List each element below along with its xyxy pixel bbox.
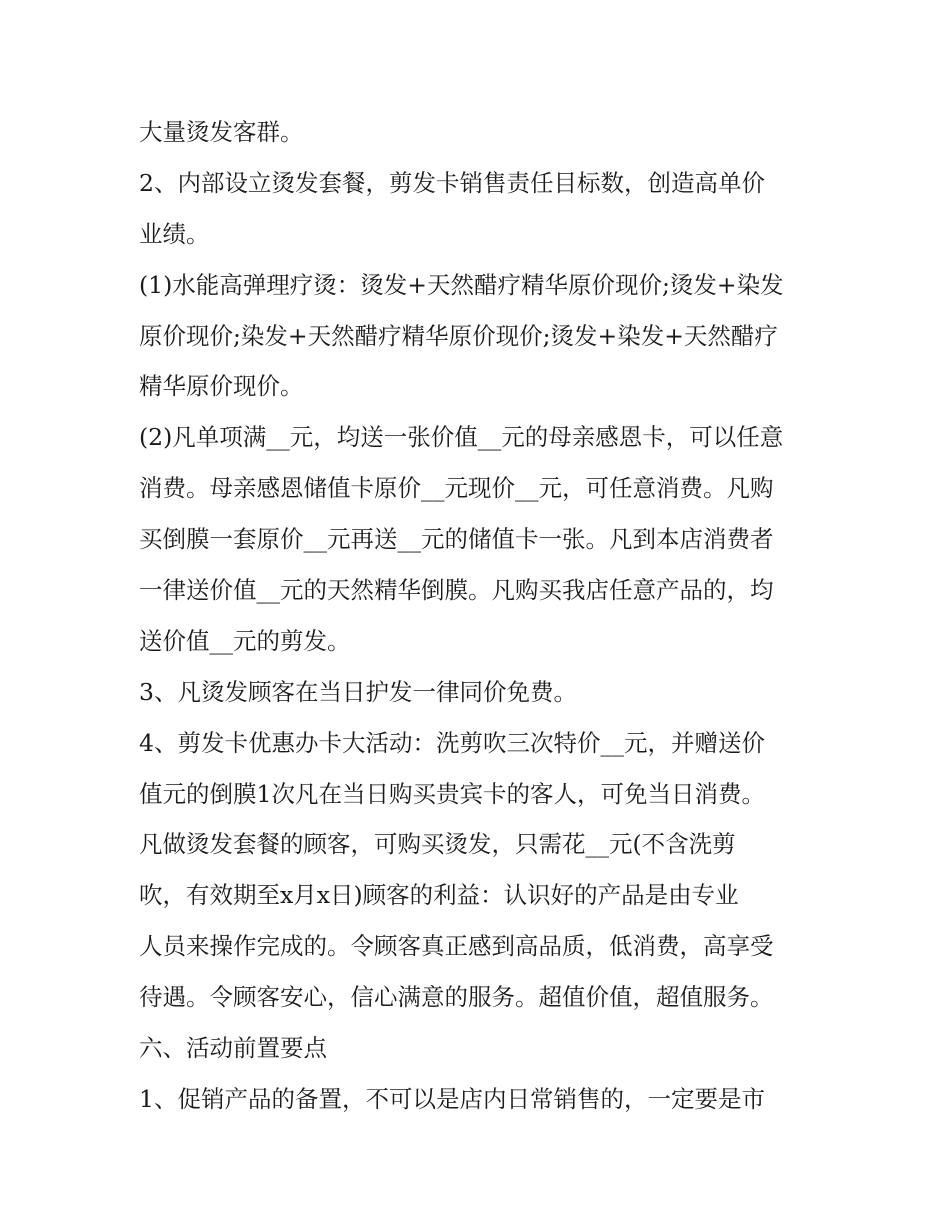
text-line: 2、内部设立烫发套餐，剪发卡销售责任目标数，创造高单价 <box>139 168 765 197</box>
text-line: 买倒膜一套原价__元再送__元的储值卡一张。凡到本店消费者 <box>139 525 774 554</box>
text-line: 一律送价值__元的天然精华倒膜。凡购买我店任意产品的，均 <box>139 576 774 605</box>
text-line: 原价现价;染发+天然醋疗精华原价现价;烫发+染发+天然醋疗 <box>139 321 778 350</box>
text-line: 业绩。 <box>139 219 210 248</box>
text-line: (2)凡单项满__元，均送一张价值__元的母亲感恩卡，可以任意 <box>139 423 784 452</box>
text-line: 3、凡烫发顾客在当日护发一律同价免费。 <box>139 677 577 706</box>
text-line: 1、促销产品的备置，不可以是店内日常销售的，一定要是市 <box>139 1084 765 1113</box>
text-line: 值元的倒膜1次凡在当日购买贵宾卡的客人，可免当日消费。 <box>139 779 765 808</box>
text-line: 4、剪发卡优惠办卡大活动：洗剪吹三次特价__元，并赠送价 <box>139 728 765 757</box>
text-line: 精华原价现价。 <box>139 372 304 401</box>
section-heading: 六、活动前置要点 <box>139 1034 327 1063</box>
text-line: 吹，有效期至x月x日)顾客的利益：认识好的产品是由专业 <box>139 881 739 910</box>
text-line: 待遇。令顾客安心，信心满意的服务。超值价值，超值服务。 <box>139 983 774 1012</box>
text-line: 大量烫发客群。 <box>139 118 304 146</box>
text-line: 人员来操作完成的。令顾客真正感到高品质，低消费，高享受 <box>139 932 774 961</box>
text-line: 消费。母亲感恩储值卡原价__元现价__元，可任意消费。凡购 <box>139 474 774 503</box>
text-line: (1)水能高弹理疗烫：烫发+天然醋疗精华原价现价;烫发+染发 <box>139 270 784 299</box>
body-text <box>139 107 819 1125</box>
text-line: 送价值__元的剪发。 <box>139 626 351 655</box>
text-line: 凡做烫发套餐的顾客，可购买烫发，只需花__元(不含洗剪 <box>139 830 736 859</box>
